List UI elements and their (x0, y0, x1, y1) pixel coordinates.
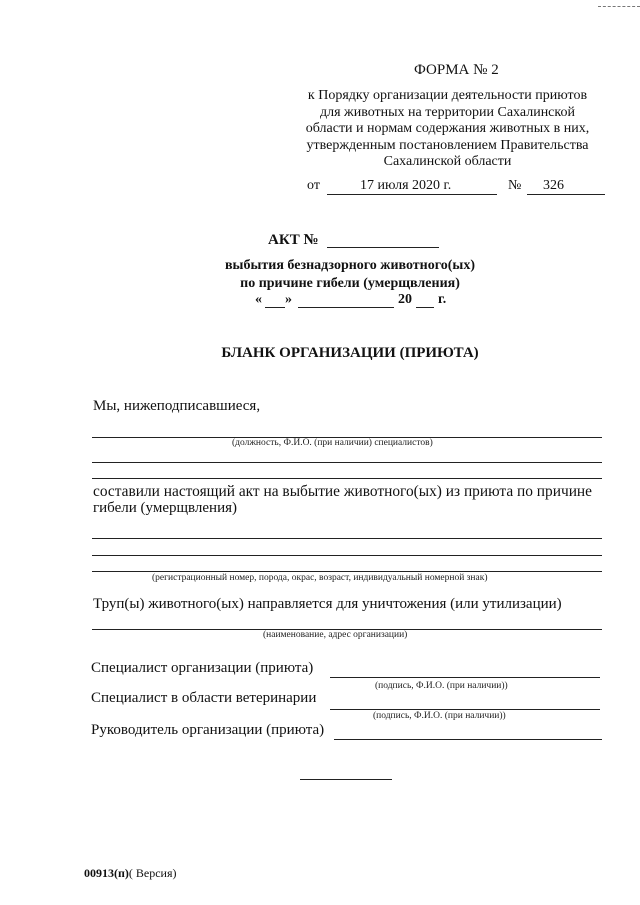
act-subtitle-1: выбытия безнадзорного животного(ых) (224, 258, 476, 273)
act-year-field[interactable] (416, 307, 434, 308)
signature-caption-1: (подпись, Ф.И.О. (при наличии)) (375, 681, 508, 691)
org-blank-title: БЛАНК ОРГАНИЗАЦИИ (ПРИЮТА) (221, 345, 479, 361)
act-day-field[interactable] (265, 307, 285, 308)
we-signed-text: Мы, нижеподписавшиеся, (93, 398, 261, 414)
specialist-org-label: Специалист организации (приюта) (91, 660, 314, 676)
date-value: 17 июля 2020 г. (360, 178, 452, 193)
specialists-caption: (должность, Ф.И.О. (при наличии) специалистов) (232, 438, 433, 448)
number-value: 326 (543, 178, 564, 193)
head-org-label: Руководитель организации (приюта) (91, 722, 325, 738)
end-divider (300, 779, 392, 780)
act-date-suffix: г. (438, 292, 447, 307)
scan-corner-mark (598, 0, 640, 7)
specialists-field-3[interactable] (92, 478, 602, 479)
act-subtitle-2: по причине гибели (умерщвления) (240, 276, 460, 291)
date-label: от (307, 178, 320, 193)
composed-text-1: составили настоящий акт на выбытие животного(ых) из приюта по причине (93, 483, 592, 500)
act-date-close-quote: » (285, 292, 292, 307)
animal-field-3[interactable] (92, 571, 602, 572)
order-line: утвержденным постановлением Правительства (306, 137, 589, 153)
document-version: ( Версия) (128, 866, 177, 880)
specialists-field-2[interactable] (92, 462, 602, 463)
org-name-caption: (наименование, адрес организации) (263, 630, 408, 640)
specialist-vet-label: Специалист в области ветеринарии (91, 690, 317, 706)
composed-text-2: гибели (умерщвления) (93, 500, 238, 516)
date-underline (327, 194, 497, 195)
animal-field-2[interactable] (92, 555, 602, 556)
order-line: Сахалинской области (383, 154, 512, 169)
order-line: области и нормам содержания животных в них, (305, 121, 590, 136)
act-month-field[interactable] (298, 307, 394, 308)
form-number: ФОРМА № 2 (414, 62, 499, 78)
act-number-field[interactable] (327, 247, 439, 248)
order-line: для животных на территории Сахалинской (320, 104, 575, 120)
specialist-org-signature-field[interactable] (330, 677, 600, 678)
number-underline (527, 194, 605, 195)
document-code (84, 866, 177, 881)
animal-caption: (регистрационный номер, порода, окрас, возраст, индивидуальный номерной знак) (152, 573, 488, 583)
head-org-signature-field[interactable] (334, 739, 602, 740)
signature-caption-2: (подпись, Ф.И.О. (при наличии)) (373, 711, 506, 721)
corpse-text: Труп(ы) животного(ых) направляется для уничтожения (или утилизации) (93, 596, 562, 612)
document-code-number: 00913(п) (84, 866, 129, 880)
order-reference (275, 88, 620, 171)
specialist-vet-signature-field[interactable] (330, 709, 600, 710)
animal-field-1[interactable] (92, 538, 602, 539)
number-label: № (508, 178, 522, 193)
act-date-year-prefix: 20 (398, 292, 412, 307)
act-title: АКТ № (268, 232, 319, 248)
order-line: к Порядку организации деятельности приютов (307, 88, 588, 103)
act-date-open-quote: « (255, 292, 262, 307)
